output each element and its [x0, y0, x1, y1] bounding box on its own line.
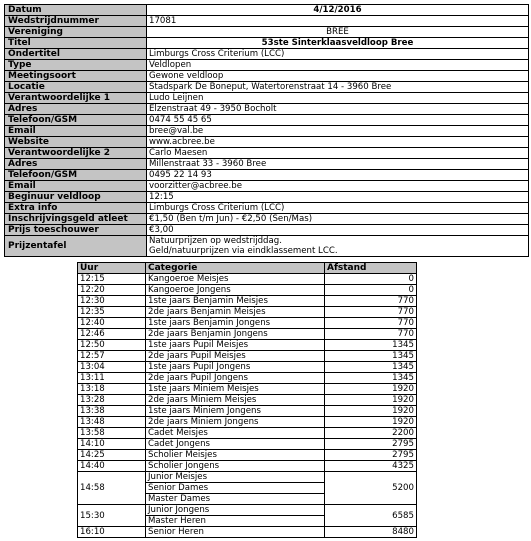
schedule-category: 1ste jaars Miniem Meisjes: [146, 384, 325, 395]
schedule-distance: 6585: [325, 505, 417, 527]
info-row: [5, 225, 529, 236]
schedule-time: 14:58: [78, 472, 146, 505]
schedule-row: [78, 373, 417, 384]
schedule-distance: 0: [325, 274, 417, 285]
schedule-row: [78, 351, 417, 362]
info-label: Vereniging: [5, 27, 147, 38]
schedule-category: 1ste jaars Pupil Meisjes: [146, 340, 325, 351]
info-label: Email: [5, 181, 147, 192]
schedule-row: [78, 461, 417, 472]
schedule-row: [78, 340, 417, 351]
schedule-distance: 770: [325, 318, 417, 329]
schedule-row: [78, 406, 417, 417]
schedule-row: [78, 439, 417, 450]
info-value: 53ste Sinterklaasveldloop Bree: [147, 38, 529, 49]
info-value: Elzenstraat 49 - 3950 Bocholt: [147, 104, 529, 115]
info-label: Telefoon/GSM: [5, 170, 147, 181]
prijzentafel-line: Natuurprijzen op wedstrijddag.: [149, 236, 282, 246]
info-value: 4/12/2016: [147, 5, 529, 16]
info-row: [5, 115, 529, 126]
schedule-category: [146, 472, 325, 505]
info-row: [5, 60, 529, 71]
schedule-distance: 1920: [325, 417, 417, 428]
info-label: Titel: [5, 38, 147, 49]
schedule-distance: 770: [325, 329, 417, 340]
info-row-prijzentafel: [5, 236, 529, 257]
schedule-category-line: Junior Jongens: [146, 505, 324, 516]
info-label: Type: [5, 60, 147, 71]
schedule-distance: 1345: [325, 373, 417, 384]
schedule-distance: 1345: [325, 362, 417, 373]
schedule-time: 12:30: [78, 296, 146, 307]
info-value: 0495 22 14 93: [147, 170, 529, 181]
schedule-distance: 8480: [325, 527, 417, 538]
schedule-row: [78, 307, 417, 318]
schedule-distance: 4325: [325, 461, 417, 472]
schedule-category-line: Master Heren: [148, 516, 206, 526]
schedule-time: 13:28: [78, 395, 146, 406]
schedule-time: 13:11: [78, 373, 146, 384]
schedule-row: [78, 274, 417, 285]
info-row: [5, 49, 529, 60]
schedule-category-line: Master Dames: [148, 494, 211, 504]
info-value: BREE: [147, 27, 529, 38]
schedule-time: 12:15: [78, 274, 146, 285]
info-row: [5, 170, 529, 181]
schedule-category: 1ste jaars Pupil Jongens: [146, 362, 325, 373]
schedule-category: Scholier Meisjes: [146, 450, 325, 461]
schedule-time: 14:25: [78, 450, 146, 461]
info-label: Email: [5, 126, 147, 137]
schedule-category: Kangoeroe Jongens: [146, 285, 325, 296]
info-row: [5, 192, 529, 203]
schedule-row: [78, 417, 417, 428]
info-label: Meetingsoort: [5, 71, 147, 82]
info-row: [5, 38, 529, 49]
info-label: Ondertitel: [5, 49, 147, 60]
schedule-time: 12:57: [78, 351, 146, 362]
info-label: Locatie: [5, 82, 147, 93]
info-value: Limburgs Cross Criterium (LCC): [147, 49, 529, 60]
schedule-time: 16:10: [78, 527, 146, 538]
info-row: [5, 203, 529, 214]
schedule-distance: 770: [325, 307, 417, 318]
info-value: Carlo Maesen: [147, 148, 529, 159]
info-value: voorzitter@acbree.be: [147, 181, 529, 192]
info-label: Prijzentafel: [5, 236, 147, 257]
schedule-category: Cadet Jongens: [146, 439, 325, 450]
schedule-category: 2de jaars Miniem Jongens: [146, 417, 325, 428]
schedule-row: [78, 285, 417, 296]
schedule-time: 14:10: [78, 439, 146, 450]
info-value: www.acbree.be: [147, 137, 529, 148]
schedule-row: [78, 450, 417, 461]
schedule-time: 13:04: [78, 362, 146, 373]
schedule-row: [78, 362, 417, 373]
schedule-time: 13:48: [78, 417, 146, 428]
info-label: Prijs toeschouwer: [5, 225, 147, 236]
schedule-time: 13:58: [78, 428, 146, 439]
info-label: Inschrijvingsgeld atleet: [5, 214, 147, 225]
info-row: [5, 159, 529, 170]
info-label: Adres: [5, 104, 147, 115]
schedule-row: [78, 527, 417, 538]
schedule-time: 12:35: [78, 307, 146, 318]
info-value: Stadspark De Boneput, Watertorenstraat 14 - 3960 Bree: [147, 82, 529, 93]
schedule-time: 13:18: [78, 384, 146, 395]
schedule-category: [146, 505, 325, 527]
schedule-row: [78, 395, 417, 406]
info-value: Limburgs Cross Criterium (LCC): [147, 203, 529, 214]
info-row: [5, 93, 529, 104]
schedule-time: 15:30: [78, 505, 146, 527]
info-value: 0474 55 45 65: [147, 115, 529, 126]
schedule-time: 12:40: [78, 318, 146, 329]
info-value: Millenstraat 33 - 3960 Bree: [147, 159, 529, 170]
header-category: Categorie: [146, 263, 325, 274]
schedule-row: [78, 384, 417, 395]
schedule-category: Kangoeroe Meisjes: [146, 274, 325, 285]
info-label: Telefoon/GSM: [5, 115, 147, 126]
info-row: [5, 126, 529, 137]
schedule-category: 2de jaars Benjamin Jongens: [146, 329, 325, 340]
info-label: Verantwoordelijke 1: [5, 93, 147, 104]
event-info-table: [4, 4, 529, 257]
schedule-category: Scholier Jongens: [146, 461, 325, 472]
schedule-category: 1ste jaars Benjamin Meisjes: [146, 296, 325, 307]
info-label: Extra info: [5, 203, 147, 214]
info-row: [5, 137, 529, 148]
schedule-distance: 2200: [325, 428, 417, 439]
schedule-distance: 770: [325, 296, 417, 307]
schedule-time: 13:38: [78, 406, 146, 417]
info-row: [5, 71, 529, 82]
info-value: €3,00: [147, 225, 529, 236]
info-value: bree@val.be: [147, 126, 529, 137]
schedule-category: Cadet Meisjes: [146, 428, 325, 439]
schedule-category: 2de jaars Pupil Jongens: [146, 373, 325, 384]
info-value: Gewone veldloop: [147, 71, 529, 82]
prijzentafel-line: Geld/natuurprijzen via eindklassement LCC.: [149, 246, 338, 256]
info-value: Ludo Leijnen: [147, 93, 529, 104]
schedule-time: 14:40: [78, 461, 146, 472]
prijzentafel-value: [147, 236, 529, 257]
info-label: Verantwoordelijke 2: [5, 148, 147, 159]
schedule-category: 1ste jaars Benjamin Jongens: [146, 318, 325, 329]
info-row: [5, 5, 529, 16]
schedule-row: [78, 329, 417, 340]
schedule-distance: 0: [325, 285, 417, 296]
info-label: Beginuur veldloop: [5, 192, 147, 203]
schedule-time: 12:46: [78, 329, 146, 340]
schedule-category-line: Senior Dames: [146, 483, 324, 494]
schedule-table: [77, 262, 417, 538]
schedule-time: 12:50: [78, 340, 146, 351]
info-label: Adres: [5, 159, 147, 170]
schedule-row: [78, 505, 417, 527]
info-row: [5, 104, 529, 115]
info-value: 17081: [147, 16, 529, 27]
schedule-row: [78, 318, 417, 329]
schedule-distance: 1920: [325, 406, 417, 417]
schedule-distance: 2795: [325, 439, 417, 450]
schedule-distance: 1345: [325, 340, 417, 351]
info-label: Wedstrijdnummer: [5, 16, 147, 27]
info-row: [5, 148, 529, 159]
info-row: [5, 181, 529, 192]
schedule-category: 2de jaars Miniem Meisjes: [146, 395, 325, 406]
info-value: 12:15: [147, 192, 529, 203]
schedule-distance: 1920: [325, 395, 417, 406]
schedule-row: [78, 472, 417, 505]
info-row: [5, 82, 529, 93]
schedule-category: 1ste jaars Miniem Jongens: [146, 406, 325, 417]
info-row: [5, 27, 529, 38]
schedule-category: 2de jaars Benjamin Meisjes: [146, 307, 325, 318]
schedule-header-row: [78, 263, 417, 274]
info-label: Website: [5, 137, 147, 148]
schedule-category: 2de jaars Pupil Meisjes: [146, 351, 325, 362]
schedule-category-line: Junior Meisjes: [146, 472, 324, 483]
schedule-time: 12:20: [78, 285, 146, 296]
info-row: [5, 214, 529, 225]
info-value: €1,50 (Ben t/m Jun) - €2,50 (Sen/Mas): [147, 214, 529, 225]
header-distance: Afstand: [325, 263, 417, 274]
header-time: Uur: [78, 263, 146, 274]
schedule-distance: 2795: [325, 450, 417, 461]
info-label: Datum: [5, 5, 147, 16]
schedule-distance: 1920: [325, 384, 417, 395]
info-value: Veldlopen: [147, 60, 529, 71]
schedule-row: [78, 428, 417, 439]
schedule-distance: 5200: [325, 472, 417, 505]
schedule-category: Senior Heren: [146, 527, 325, 538]
schedule-row: [78, 296, 417, 307]
schedule-distance: 1345: [325, 351, 417, 362]
info-row: [5, 16, 529, 27]
